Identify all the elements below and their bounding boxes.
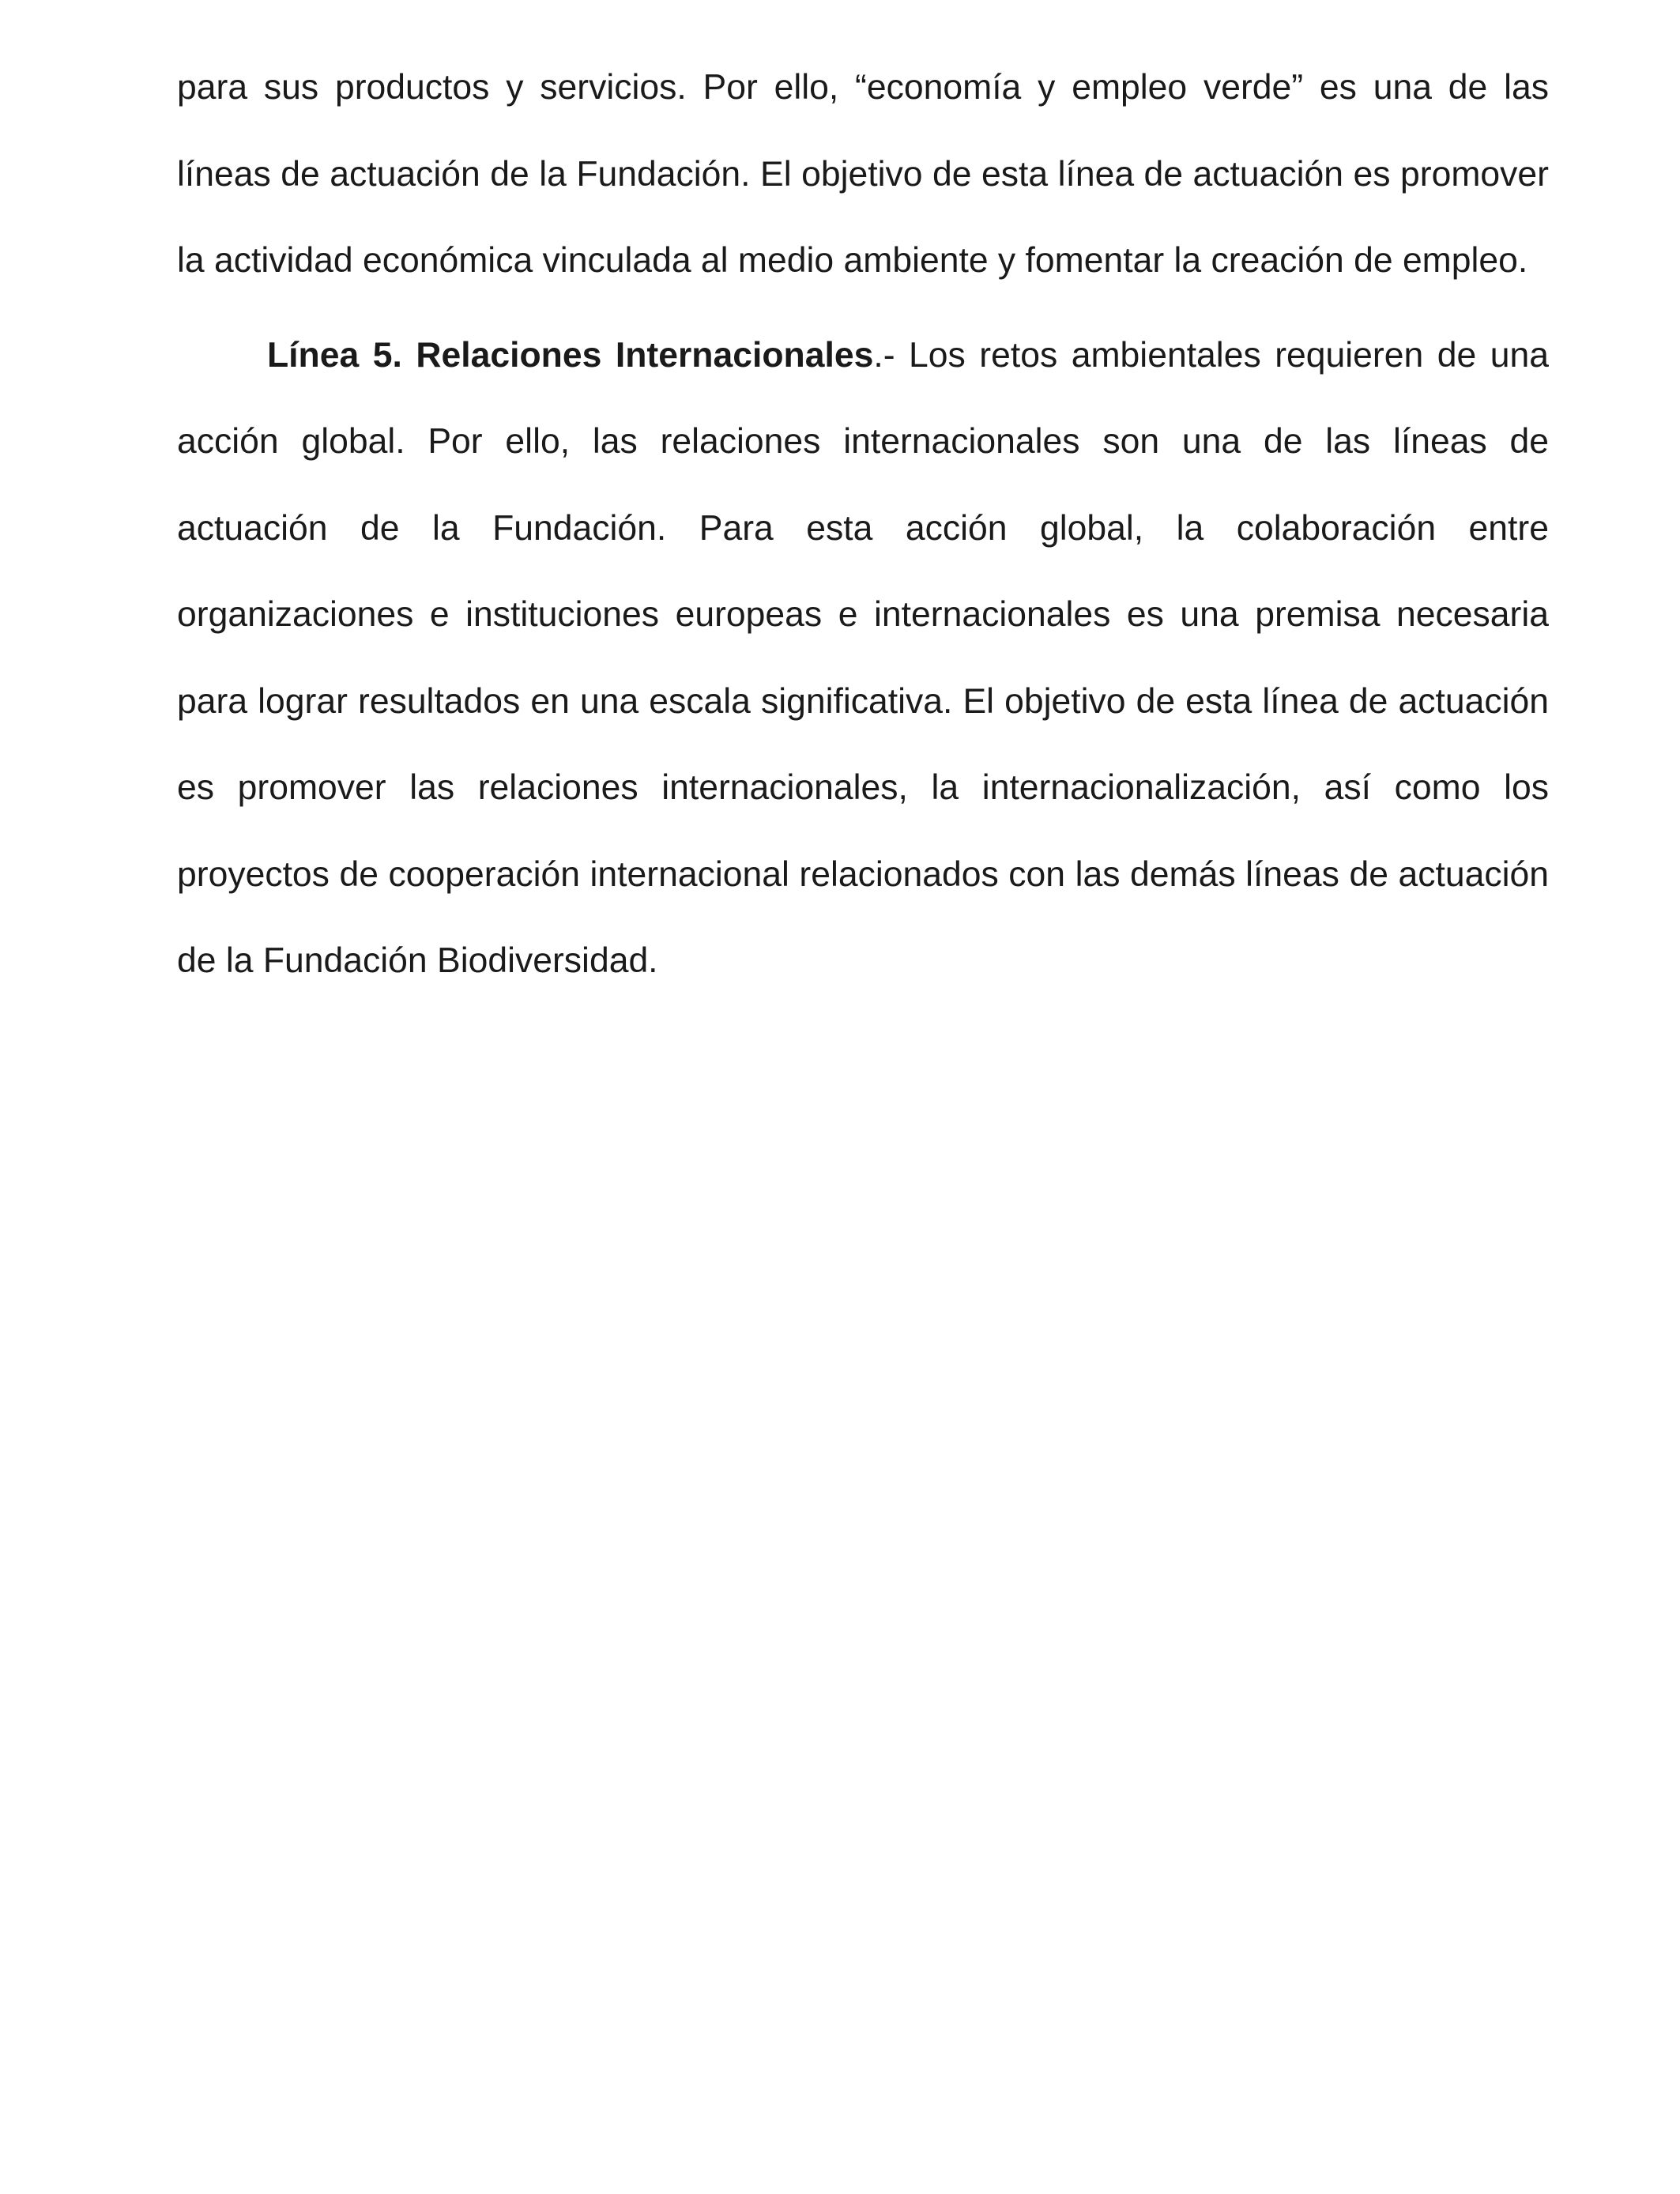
paragraph-economia-empleo-verde (177, 44, 1549, 304)
document-page (177, 44, 1549, 1005)
paragraph-relaciones-internacionales (177, 312, 1549, 1005)
paragraph-text: para sus productos y servicios. Por ello, “economía y empleo verde” es una de las líneas de actuación de la Fundación. El objetivo de esta línea de actuación es promover la actividad económica vinculada al medio ambiente y fomentar la creación de empleo. (177, 68, 1549, 280)
section-heading: Línea 5. Relaciones Internacionales (267, 335, 874, 375)
paragraph-text: .- Los retos ambientales requieren de una acción global. Por ello, las relaciones internacionales son una de las líneas de actuación de la Fundación. Para esta acción global, la colaboración entre organizaciones e instituciones europeas e internacionales es una premisa necesaria para lograr resultados en una escala significativa. El objetivo de esta línea de actuación es promover las relaciones internacionales, la internacionalización, así como los proyectos de cooperación internacional relacionados con las demás líneas de actuación de la Fundación Biodiversidad. (177, 335, 1550, 980)
